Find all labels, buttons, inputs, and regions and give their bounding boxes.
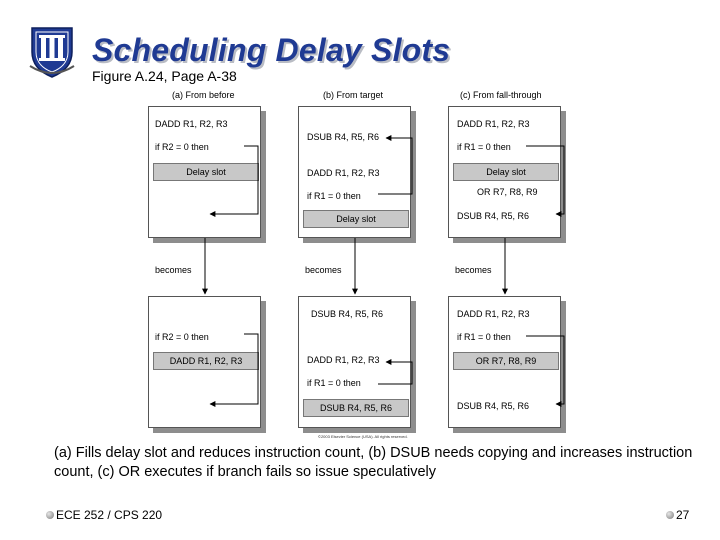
bullet-icon (46, 511, 54, 519)
instruction-line: DADD R1, R2, R3 (457, 309, 530, 319)
copyright-notice: ©2003 Elsevier Science (USA). All rights reserved. (318, 434, 408, 439)
instruction-line: DSUB R4, R5, R6 (457, 401, 530, 411)
figure-caption: (a) Fills delay slot and reduces instruction count, (b) DSUB needs copying and increases instruction count, (c) OR executes if branch fails so issue speculatively (54, 445, 693, 480)
becomes-label-a: becomes (155, 265, 192, 275)
instruction-line: if R1 = 0 then (457, 332, 511, 342)
instruction-line: OR R7, R8, R9 (477, 187, 538, 197)
figure-reference: Figure A.24, Page A-38 (92, 68, 237, 84)
instruction-line: DADD R1, R2, R3 (307, 355, 380, 365)
branch-arrow-b-before (378, 138, 412, 194)
branch-arrow-b-after (378, 362, 412, 384)
instruction-line: if R1 = 0 then (457, 142, 511, 152)
branch-arrow-a-before (210, 146, 258, 214)
instruction-line: DSUB R4, R5, R6 (311, 309, 384, 319)
instruction-line: DADD R1, R2, R3 (307, 168, 380, 178)
bullet-icon (666, 511, 674, 519)
column-heading-c: (c) From fall-through (460, 90, 542, 100)
instruction-line: DSUB R4, R5, R6 (457, 211, 530, 221)
filled-slot-highlight: DSUB R4, R5, R6 (303, 399, 409, 417)
delay-slot-highlight: Delay slot (453, 163, 559, 181)
slide-number: 27 (676, 508, 690, 522)
filled-slot-highlight: OR R7, R8, R9 (453, 352, 559, 370)
branch-arrow-c-after (526, 336, 564, 404)
branch-arrow-a-after (210, 334, 258, 404)
column-heading-b: (b) From target (323, 90, 384, 100)
instruction-line: if R1 = 0 then (307, 378, 361, 388)
university-shield-icon (28, 22, 76, 78)
filled-slot-highlight: DADD R1, R2, R3 (153, 352, 259, 370)
delay-slot-highlight: Delay slot (303, 210, 409, 228)
becomes-label-b: becomes (305, 265, 342, 275)
becomes-label-c: becomes (455, 265, 492, 275)
instruction-line: if R2 = 0 then (155, 142, 209, 152)
branch-arrows (140, 86, 580, 448)
instruction-line: if R2 = 0 then (155, 332, 209, 342)
column-heading-a: (a) From before (172, 90, 235, 100)
page-title: Scheduling Delay Slots (92, 32, 451, 68)
instruction-line: if R1 = 0 then (307, 191, 361, 201)
instruction-line: DSUB R4, R5, R6 (307, 132, 380, 142)
delay-slot-highlight: Delay slot (153, 163, 259, 181)
branch-arrow-c-before (526, 146, 564, 214)
instruction-line: DADD R1, R2, R3 (457, 119, 530, 129)
delay-slot-figure (140, 86, 580, 448)
footer-course: ECE 252 / CPS 220 (56, 508, 163, 522)
instruction-line: DADD R1, R2, R3 (155, 119, 228, 129)
